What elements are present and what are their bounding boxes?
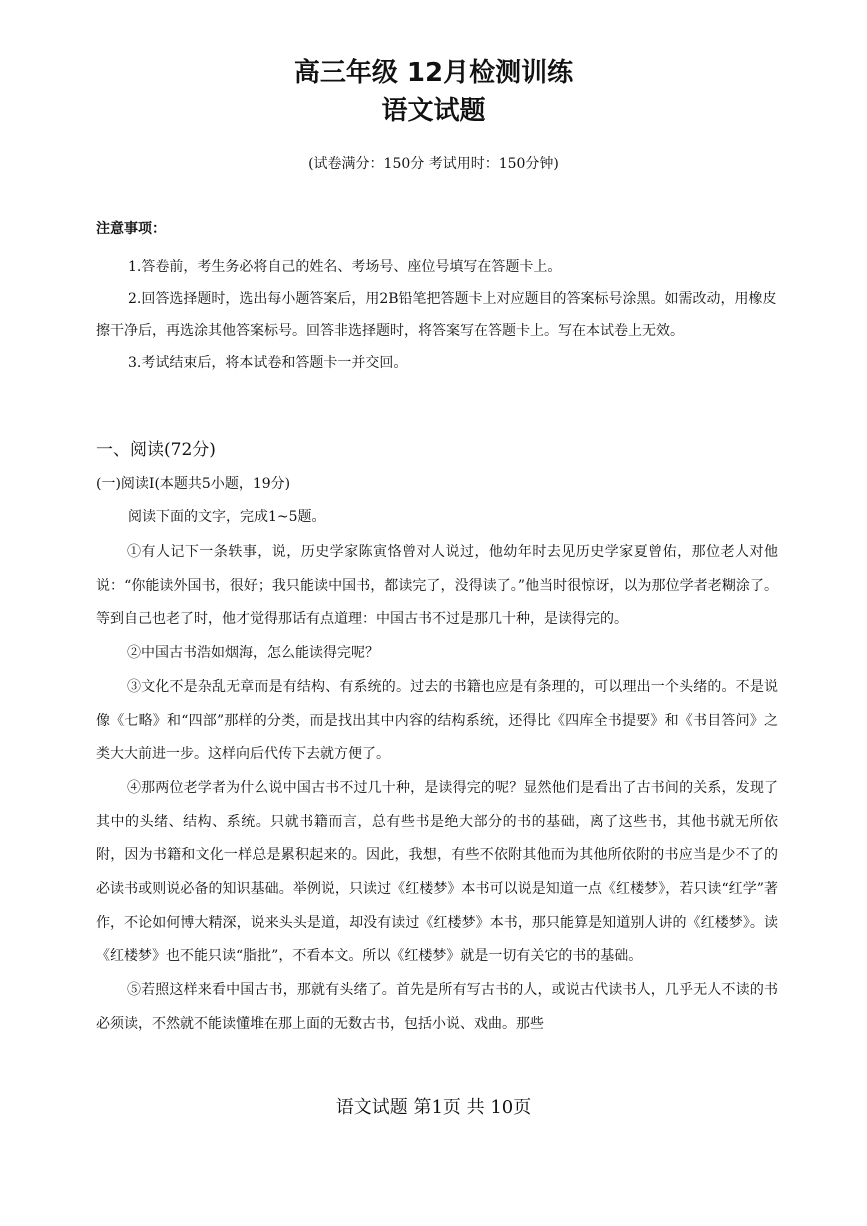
exam-title: 高三年级 12月检测训练 xyxy=(293,58,574,88)
notice-item: 3.考试结束后，将本试卷和答题卡一并交回。 xyxy=(128,355,408,371)
passage-paragraph: ③文化不是杂乱无章而是有结构、有系统的。过去的书籍也应是有条理的，可以理出一个头绪的。不是说像《七略》和“四部”那样的分类，而是找出其中内容的结构系统，还得比《四库全书提要》和《书目答问》之类大大前进一步。这样向后代传下去就方便了。 xyxy=(96,678,778,763)
passage-paragraph: ②中国古书浩如烟海，怎么能读得完呢？ xyxy=(127,645,379,662)
notice-heading: 注意事项： xyxy=(96,221,166,237)
notice-item: 2.回答选择题时，选出每小题答案后，用2B铅笔把答题卡上对应题目的答案标号涂黑。如需改动，用橡皮擦干净后，再选涂其他答案标号。回答非选择题时，将答案写在答题卡上。写在本试卷上无效。 xyxy=(96,291,777,339)
exam-subject-title: 语文试题 xyxy=(381,96,486,126)
subsection-heading: (一)阅读Ⅰ(本题共5小题，19分) xyxy=(96,476,291,492)
notice-item: 1.答卷前，考生务必将自己的姓名、考场号、座位号填写在答题卡上。 xyxy=(128,259,562,275)
reading-instruction: 阅读下面的文字，完成1~5题。 xyxy=(128,509,326,525)
page-footer: 语文试题 第1页 共 10页 xyxy=(335,1097,532,1118)
reading-passage xyxy=(96,536,778,1042)
passage-paragraph: ①有人记下一条轶事，说，历史学家陈寅恪曾对人说过，他幼年时去见历史学家夏曾佑，那位老人对他说：“你能读外国书，很好；我只能读中国书，都读完了，没得读了。”他当时很惊讶，以为那位学者老糊涂了。等到自己也老了时，他才觉得那话有点道理：中国古书不过是那几十种，是读得完的。 xyxy=(96,544,778,628)
passage-paragraph: ⑤若照这样来看中国古书，那就有头绪了。首先是所有写古书的人，或说古代读书人，几乎无人不读的书必须读，不然就不能读懂堆在那上面的无数古书，包括小说、戏曲。那些 xyxy=(96,982,778,1032)
notice-list xyxy=(96,251,778,379)
passage-paragraph: ④那两位老学者为什么说中国古书不过几十种，是读得完的呢？显然他们是看出了古书间的关系，发现了其中的头绪、结构、系统。只就书籍而言，总有些书是绝大部分的书的基础，离了这些书，其他书就无所依附，因为书籍和文化一样总是累积起来的。因此，我想，有些不依附其他而为其他所依附的书应当是少不了的必读书或则说必备的知识基础。举例说，只读过《红楼梦》本书可以说是知道一点《红楼梦》，若只读“红学”著作，不论如何博大精深，说来头头是道，却没有读过《红楼梦》本书，那只能算是知道别人讲的《红楼梦》。读《红楼梦》也不能只读“脂批”，不看本文。所以《红楼梦》就是一切有关它的书的基础。 xyxy=(96,779,778,965)
exam-info: (试卷满分：150分 考试用时：150分钟) xyxy=(308,156,559,172)
section-heading: 一、阅读(72分) xyxy=(96,440,216,460)
